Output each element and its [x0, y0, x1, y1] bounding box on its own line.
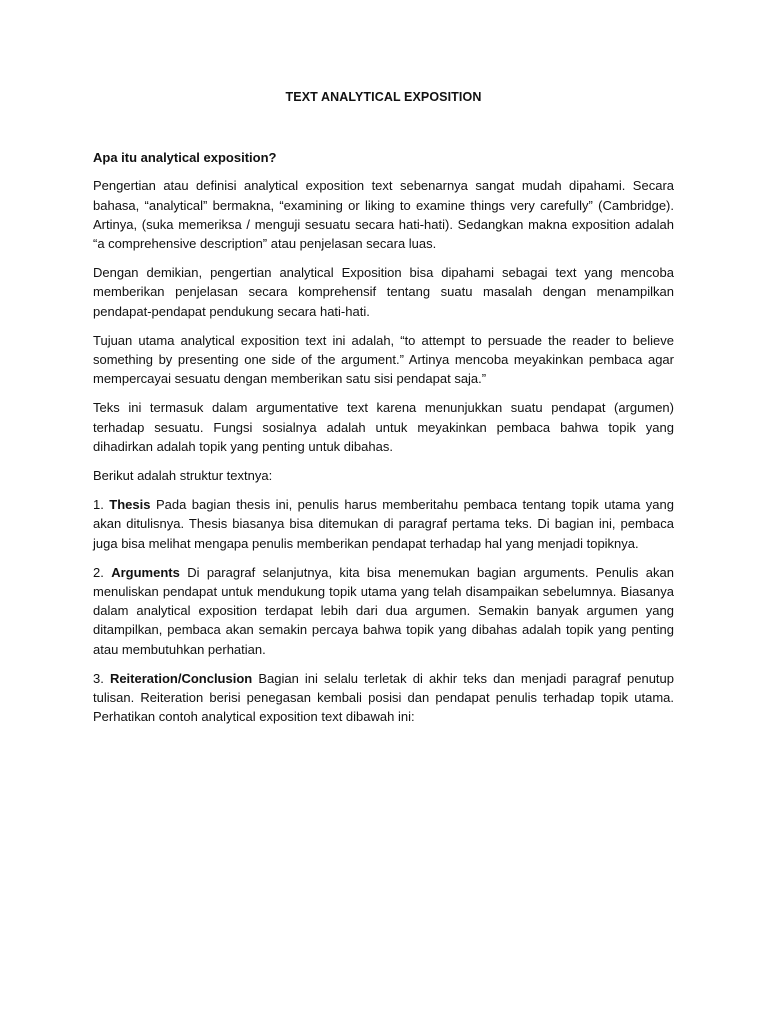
structure-item-term: Arguments: [111, 564, 180, 580]
structure-item-text: Bagian ini selalu terletak di akhir teks dan menjadi paragraf penutup tulisan. Reiteration berisi penegasan kembali posisi dan pendapat penulis terhadap topik utama. Perhatikan contoh analytical exposition text dibawah ini:: [93, 670, 674, 725]
structure-item-number: 1.: [93, 497, 104, 513]
structure-item-text: Di paragraf selanjutnya, kita bisa menemukan bagian arguments. Penulis akan menuliskan pendapat untuk mendukung topik utama yang telah disampaikan sebelumnya. Biasanya dalam analytical exposition terdapat lebih dari dua argumen. Semakin banyak argumen yang ditampilkan, pembaca akan semakin percaya bahwa topik yang dibahas adalah topik yang penting atau membutuhkan perhatian.: [93, 564, 674, 657]
structure-item-text: Pada bagian thesis ini, penulis harus memberitahu pembaca tentang topik utama yang akan ditulisnya. Thesis biasanya bisa ditemukan di paragraf pertama teks. Di bagian ini, pembaca juga bisa melihat mengapa penulis memberikan pendapat terhadap hal yang menjadi topiknya.: [93, 497, 674, 551]
structure-item-number: 3.: [93, 670, 104, 686]
document-title: TEXT ANALYTICAL EXPOSITION: [285, 90, 482, 104]
structure-item-reiteration: [93, 669, 674, 727]
paragraph-definition: Pengertian atau definisi analytical exposition text sebenarnya sangat mudah dipahami. Secara bahasa, “analytical” bermakna, “examining or liking to examine things very carefully” (Cambridge). Artinya, (suka memeriksa / menguji sesuatu secara hati-hati). Sedangkan makna exposition adalah “a comprehensive description” atau penjelasan secara luas.: [93, 178, 674, 252]
structure-item-term: Reiteration/Conclusion: [109, 670, 253, 686]
paragraph-structure-intro: Berikut adalah struktur textnya:: [93, 468, 273, 484]
structure-item-thesis: [93, 495, 674, 553]
paragraph-purpose: Tujuan utama analytical exposition text ini adalah, “to attempt to persuade the reader to believe something by presenting one side of the argument.” Artinya mencoba meyakinkan pembaca agar mempercayai sesuatu dengan memberikan satu sisi pendapat saja.”: [93, 332, 674, 387]
paragraph-function: Teks ini termasuk dalam argumentative text karena menunjukkan suatu pendapat (argumen) terhadap sesuatu. Fungsi sosialnya adalah untuk meyakinkan pembaca bahwa topik yang dihadirkan adalah topik yang penting untuk dibahas.: [93, 400, 674, 454]
document-page: [93, 88, 674, 736]
paragraph-understanding: Dengan demikian, pengertian analytical Exposition bisa dipahami sebagai text yang mencoba memberikan penjelasan secara komprehensif tentang suatu masalah dengan menampilkan pendapat-pendapat pendukung secara hati-hati.: [93, 265, 674, 319]
structure-item-arguments: [93, 563, 674, 659]
structure-item-term: Thesis: [109, 497, 151, 513]
section-heading: Apa itu analytical exposition?: [93, 150, 277, 166]
structure-item-number: 2.: [93, 564, 104, 580]
